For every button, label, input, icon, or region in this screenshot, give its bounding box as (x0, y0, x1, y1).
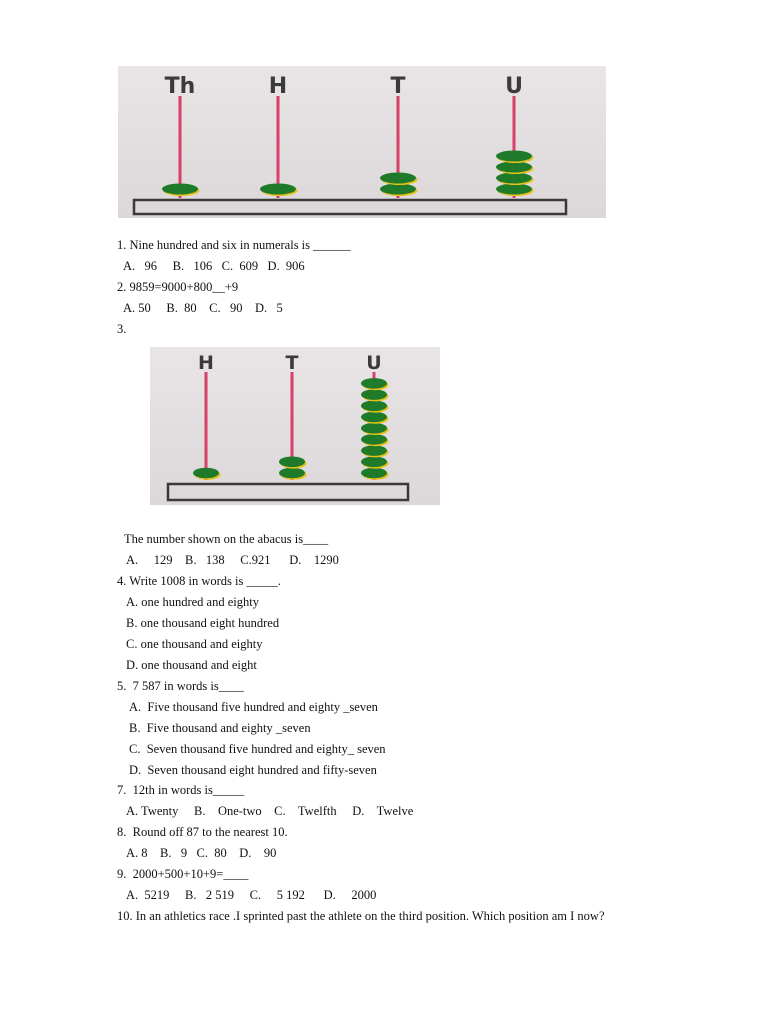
question-3-text: The number shown on the abacus is____ (124, 532, 329, 546)
bead-u-3 (361, 445, 387, 456)
bead-u-7 (361, 401, 387, 412)
question-8-text: 8. Round off 87 to the nearest 10. (117, 825, 288, 839)
question-3-number: 3. (117, 322, 127, 336)
question-5-option-c: C. Seven thousand five hundred and eighty_ seven (129, 742, 386, 756)
rod-label-t: T (285, 352, 299, 374)
bead-u-8 (361, 389, 387, 400)
abacus-2-drawing (150, 347, 440, 505)
question-5-option-b: B. Five thousand and eighty _seven (129, 721, 311, 735)
question-7-options: A. Twenty B. One-two C. Twelfth D. Twelve (126, 804, 414, 818)
bead-u-4 (361, 434, 387, 445)
rod-label-u: U (366, 352, 382, 374)
bead-u-1 (496, 184, 532, 195)
bead-t-1 (279, 468, 305, 479)
question-4-text: 4. Write 1008 in words is _____. (117, 574, 281, 588)
question-2-text: 2. 9859=9000+800__+9 (117, 280, 239, 294)
bead-t-1 (380, 184, 416, 195)
bead-u-5 (361, 423, 387, 434)
question-5-text: 5. 7 587 in words is____ (117, 679, 244, 693)
question-9-text: 9. 2000+500+10+9=____ (117, 867, 249, 881)
abacus-image-1 (118, 66, 606, 218)
question-4-option-d: D. one thousand and eight (126, 658, 257, 672)
abacus-base-frame (168, 484, 408, 500)
bead-h-1 (260, 184, 296, 195)
bead-t-2 (380, 173, 416, 184)
bead-u-9 (361, 378, 387, 389)
abacus-image-2 (150, 347, 440, 505)
question-8-options: A. 8 B. 9 C. 80 D. 90 (126, 846, 277, 860)
question-3-options: A. 129 B. 138 C.921 D. 1290 (126, 553, 339, 567)
abacus-base-frame (134, 200, 566, 214)
question-10-text: 10. In an athletics race .I sprinted past the athlete on the third position. Which position am I now? (117, 909, 605, 923)
question-5-option-a: A. Five thousand five hundred and eighty _seven (129, 700, 378, 714)
bead-th-1 (162, 184, 198, 195)
question-4-option-a: A. one hundred and eighty (126, 595, 259, 609)
bead-u-2 (361, 457, 387, 468)
rod-label-h: H (198, 352, 214, 374)
bead-u-3 (496, 162, 532, 173)
bead-u-4 (496, 151, 532, 162)
bead-t-2 (279, 457, 305, 468)
question-5-option-d: D. Seven thousand eight hundred and fifty-seven (129, 763, 377, 777)
bead-u-2 (496, 173, 532, 184)
question-1-options: A. 96 B. 106 C. 609 D. 906 (123, 259, 305, 273)
rod-label-h: H (268, 74, 288, 99)
question-9-options: A. 5219 B. 2 519 C. 5 192 D. 2000 (126, 888, 377, 902)
rod-label-t: T (390, 74, 406, 99)
bead-u-6 (361, 412, 387, 423)
question-7-text: 7. 12th in words is_____ (117, 783, 245, 797)
rod-label-u: U (505, 74, 523, 99)
question-4-option-b: B. one thousand eight hundred (126, 616, 280, 630)
bead-h-1 (193, 468, 219, 479)
abacus-1-drawing (118, 66, 606, 218)
question-1-text: 1. Nine hundred and six in numerals is ______ (117, 238, 351, 252)
question-4-option-c: C. one thousand and eighty (126, 637, 263, 651)
bead-u-1 (361, 468, 387, 479)
question-2-options: A. 50 B. 80 C. 90 D. 5 (123, 301, 283, 315)
rod-label-th: Th (164, 74, 196, 99)
